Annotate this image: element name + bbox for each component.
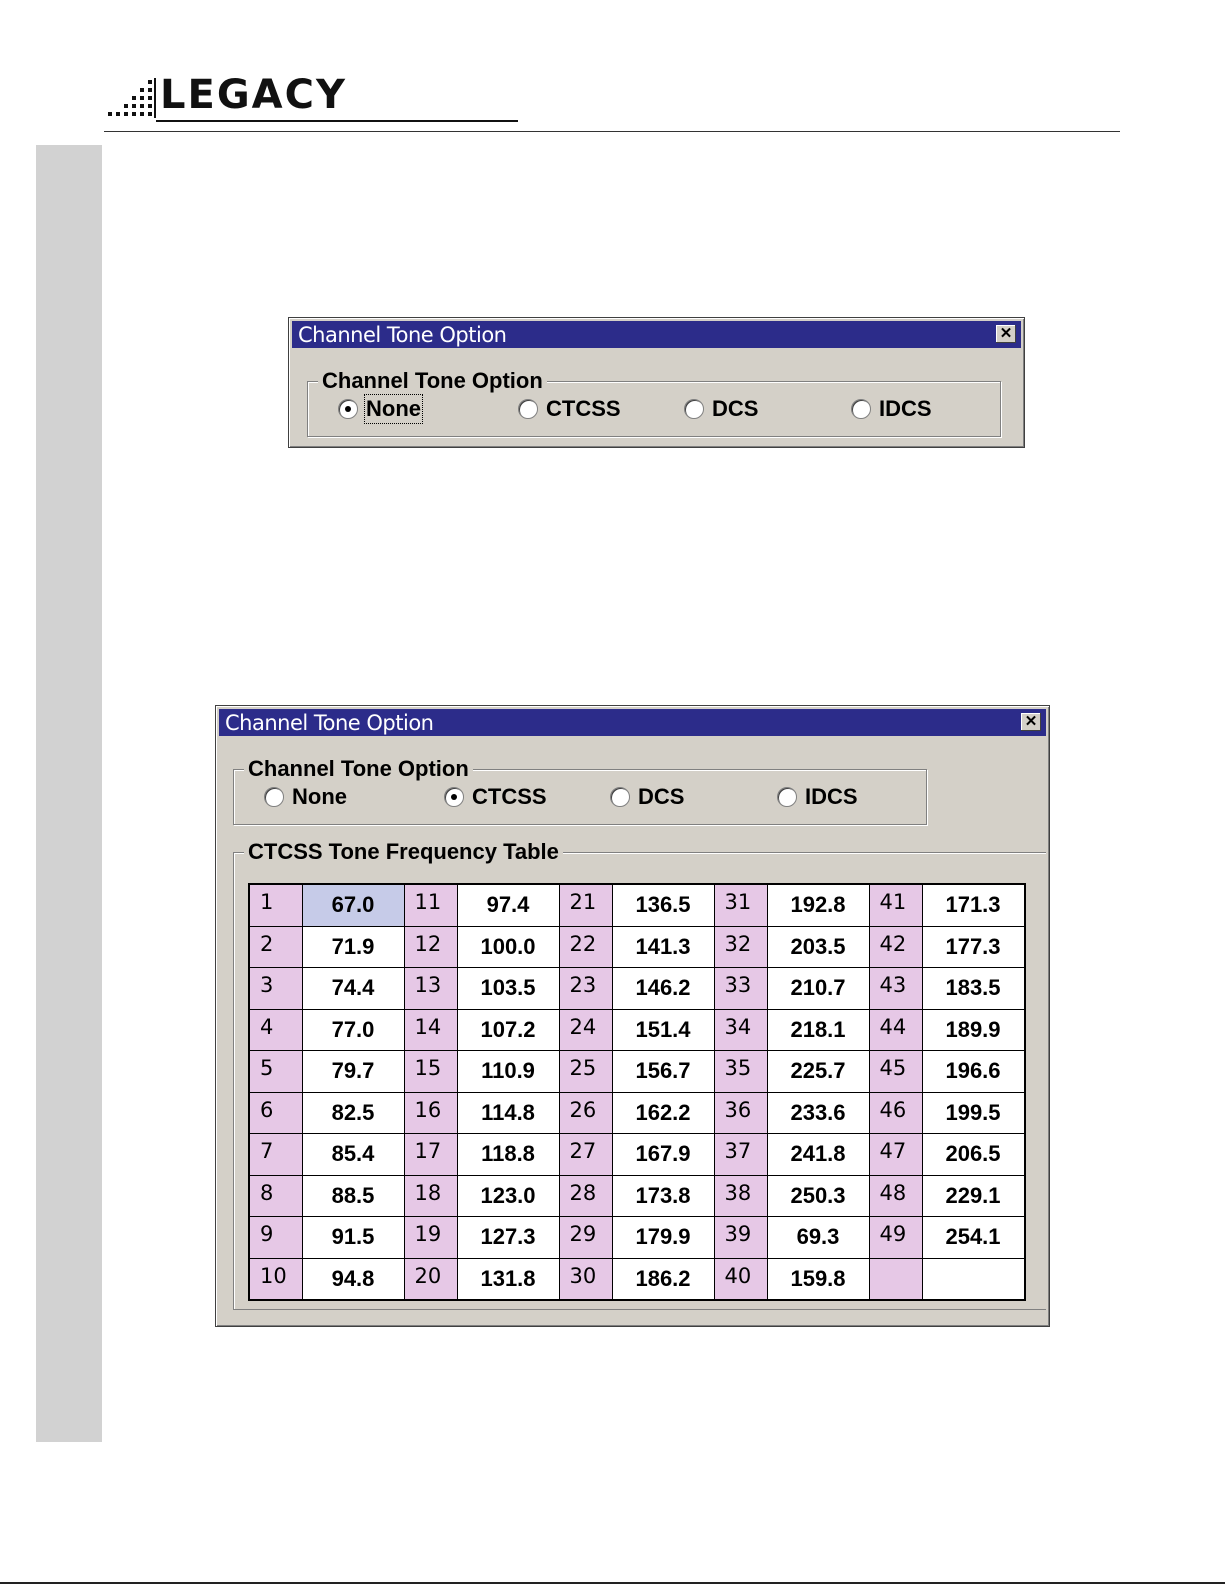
tone-index-cell: 41 bbox=[869, 884, 922, 926]
tone-index-cell: 39 bbox=[714, 1217, 767, 1259]
tone-frequency-cell[interactable]: 206.5 bbox=[922, 1134, 1025, 1176]
tone-index-cell: 36 bbox=[714, 1092, 767, 1134]
tone-index-cell: 40 bbox=[714, 1258, 767, 1300]
radio-label: CTCSS bbox=[546, 396, 621, 421]
tone-index-cell: 33 bbox=[714, 968, 767, 1010]
tone-index-cell: 3 bbox=[249, 968, 302, 1010]
tone-frequency-cell[interactable]: 88.5 bbox=[302, 1175, 404, 1217]
tone-frequency-cell[interactable]: 77.0 bbox=[302, 1009, 404, 1051]
tone-frequency-cell[interactable]: 156.7 bbox=[612, 1051, 714, 1093]
tone-frequency-cell[interactable]: 118.8 bbox=[457, 1134, 559, 1176]
tone-frequency-cell[interactable]: 177.3 bbox=[922, 926, 1025, 968]
tone-index-cell: 27 bbox=[559, 1134, 612, 1176]
tone-frequency-cell[interactable]: 127.3 bbox=[457, 1217, 559, 1259]
tone-frequency-cell[interactable]: 79.7 bbox=[302, 1051, 404, 1093]
tone-index-cell: 7 bbox=[249, 1134, 302, 1176]
group-label: CTCSS Tone Frequency Table bbox=[244, 839, 563, 865]
tone-index-cell: 30 bbox=[559, 1258, 612, 1300]
table-row bbox=[249, 1175, 1025, 1217]
radio-checked-icon[interactable] bbox=[444, 787, 464, 807]
tone-index-cell: 6 bbox=[249, 1092, 302, 1134]
tone-index-cell: 13 bbox=[404, 968, 457, 1010]
tone-frequency-cell[interactable]: 82.5 bbox=[302, 1092, 404, 1134]
table-row bbox=[249, 884, 1025, 926]
tone-index-cell: 20 bbox=[404, 1258, 457, 1300]
tone-index-cell: 24 bbox=[559, 1009, 612, 1051]
table-row bbox=[249, 1217, 1025, 1259]
tone-frequency-cell[interactable]: 171.3 bbox=[922, 884, 1025, 926]
tone-index-cell bbox=[869, 1258, 922, 1300]
tone-index-cell: 37 bbox=[714, 1134, 767, 1176]
tone-index-cell: 34 bbox=[714, 1009, 767, 1051]
tone-frequency-cell[interactable]: 241.8 bbox=[767, 1134, 869, 1176]
tone-index-cell: 32 bbox=[714, 926, 767, 968]
tone-index-cell: 25 bbox=[559, 1051, 612, 1093]
tone-index-cell: 45 bbox=[869, 1051, 922, 1093]
radio-label: None bbox=[366, 396, 421, 421]
footer-divider bbox=[0, 1582, 1225, 1584]
radio-label: IDCS bbox=[879, 396, 932, 421]
radio-unchecked-icon[interactable] bbox=[264, 787, 284, 807]
tone-frequency-cell[interactable]: 141.3 bbox=[612, 926, 714, 968]
radio-unchecked-icon[interactable] bbox=[851, 399, 871, 419]
table-row bbox=[249, 1051, 1025, 1093]
dialog-title: Channel Tone Option bbox=[298, 323, 507, 347]
dialog-titlebar[interactable] bbox=[219, 709, 1046, 736]
tone-frequency-cell[interactable]: 107.2 bbox=[457, 1009, 559, 1051]
tone-frequency-cell[interactable]: 199.5 bbox=[922, 1092, 1025, 1134]
tone-index-cell: 31 bbox=[714, 884, 767, 926]
radio-label: None bbox=[292, 784, 347, 809]
tone-frequency-cell[interactable]: 196.6 bbox=[922, 1051, 1025, 1093]
tone-frequency-cell[interactable]: 94.8 bbox=[302, 1258, 404, 1300]
dialog-titlebar[interactable] bbox=[292, 321, 1021, 348]
tone-frequency-cell[interactable]: 103.5 bbox=[457, 968, 559, 1010]
table-row bbox=[249, 968, 1025, 1010]
tone-frequency-cell[interactable]: 85.4 bbox=[302, 1134, 404, 1176]
tone-index-cell: 21 bbox=[559, 884, 612, 926]
tone-frequency-cell[interactable]: 159.8 bbox=[767, 1258, 869, 1300]
radio-unchecked-icon[interactable] bbox=[684, 399, 704, 419]
tone-index-cell: 10 bbox=[249, 1258, 302, 1300]
tone-index-cell: 11 bbox=[404, 884, 457, 926]
legacy-logo bbox=[104, 74, 434, 124]
tone-index-cell: 48 bbox=[869, 1175, 922, 1217]
close-icon: ✕ bbox=[1024, 713, 1038, 730]
tone-frequency-cell[interactable]: 233.6 bbox=[767, 1092, 869, 1134]
tone-index-cell: 47 bbox=[869, 1134, 922, 1176]
tone-frequency-cell[interactable]: 179.9 bbox=[612, 1217, 714, 1259]
channel-tone-dialog-ctcss bbox=[215, 705, 1050, 1327]
tone-frequency-cell[interactable]: 167.9 bbox=[612, 1134, 714, 1176]
tone-frequency-cell[interactable]: 186.2 bbox=[612, 1258, 714, 1300]
radio-idcs[interactable] bbox=[777, 784, 858, 810]
tone-option-group bbox=[307, 368, 1001, 437]
tone-frequency-cell[interactable]: 183.5 bbox=[922, 968, 1025, 1010]
tone-frequency-cell[interactable]: 114.8 bbox=[457, 1092, 559, 1134]
table-row bbox=[249, 1009, 1025, 1051]
tone-index-cell: 19 bbox=[404, 1217, 457, 1259]
tone-frequency-cell[interactable]: 67.0 bbox=[302, 884, 404, 926]
tone-frequency-cell[interactable] bbox=[922, 1258, 1025, 1300]
radio-dcs[interactable] bbox=[684, 396, 758, 422]
tone-frequency-cell[interactable]: 91.5 bbox=[302, 1217, 404, 1259]
table-row bbox=[249, 1134, 1025, 1176]
tone-frequency-cell[interactable]: 218.1 bbox=[767, 1009, 869, 1051]
radio-unchecked-icon[interactable] bbox=[610, 787, 630, 807]
tone-index-cell: 2 bbox=[249, 926, 302, 968]
tone-frequency-cell[interactable]: 254.1 bbox=[922, 1217, 1025, 1259]
tone-index-cell: 42 bbox=[869, 926, 922, 968]
logo-text: LEGACY bbox=[160, 72, 347, 118]
tone-index-cell: 17 bbox=[404, 1134, 457, 1176]
tone-index-cell: 35 bbox=[714, 1051, 767, 1093]
tone-frequency-cell[interactable]: 203.5 bbox=[767, 926, 869, 968]
tone-index-cell: 23 bbox=[559, 968, 612, 1010]
tone-frequency-cell[interactable]: 110.9 bbox=[457, 1051, 559, 1093]
tone-frequency-cell[interactable]: 71.9 bbox=[302, 926, 404, 968]
group-label: Channel Tone Option bbox=[318, 368, 547, 394]
tone-index-cell: 15 bbox=[404, 1051, 457, 1093]
channel-tone-dialog-none bbox=[288, 317, 1025, 448]
dialog-title: Channel Tone Option bbox=[225, 711, 434, 735]
close-icon: ✕ bbox=[999, 325, 1013, 342]
tone-frequency-cell[interactable]: 146.2 bbox=[612, 968, 714, 1010]
tone-frequency-cell[interactable]: 74.4 bbox=[302, 968, 404, 1010]
tone-index-cell: 26 bbox=[559, 1092, 612, 1134]
tone-index-cell: 5 bbox=[249, 1051, 302, 1093]
radio-checked-icon[interactable] bbox=[338, 399, 358, 419]
tone-frequency-cell[interactable]: 136.5 bbox=[612, 884, 714, 926]
tone-index-cell: 28 bbox=[559, 1175, 612, 1217]
radio-label: IDCS bbox=[805, 784, 858, 809]
header-divider bbox=[104, 131, 1120, 132]
tone-index-cell: 49 bbox=[869, 1217, 922, 1259]
close-button[interactable] bbox=[996, 325, 1016, 343]
tone-index-cell: 44 bbox=[869, 1009, 922, 1051]
tone-index-cell: 18 bbox=[404, 1175, 457, 1217]
side-strip bbox=[36, 145, 102, 1442]
tone-index-cell: 46 bbox=[869, 1092, 922, 1134]
tone-frequency-cell[interactable]: 229.1 bbox=[922, 1175, 1025, 1217]
tone-frequency-cell[interactable]: 162.2 bbox=[612, 1092, 714, 1134]
tone-index-cell: 22 bbox=[559, 926, 612, 968]
logo-underline bbox=[156, 120, 518, 122]
logo-bar bbox=[154, 78, 156, 118]
tone-index-cell: 12 bbox=[404, 926, 457, 968]
tone-index-cell: 16 bbox=[404, 1092, 457, 1134]
tone-frequency-cell[interactable]: 210.7 bbox=[767, 968, 869, 1010]
radio-unchecked-icon[interactable] bbox=[777, 787, 797, 807]
radio-label: CTCSS bbox=[472, 784, 547, 809]
tone-frequency-cell[interactable]: 123.0 bbox=[457, 1175, 559, 1217]
tone-index-cell: 9 bbox=[249, 1217, 302, 1259]
tone-frequency-cell[interactable]: 192.8 bbox=[767, 884, 869, 926]
tone-index-cell: 14 bbox=[404, 1009, 457, 1051]
tone-frequency-cell[interactable]: 189.9 bbox=[922, 1009, 1025, 1051]
ctcss-table-group bbox=[233, 839, 1046, 1310]
tone-index-cell: 1 bbox=[249, 884, 302, 926]
table-row bbox=[249, 1258, 1025, 1300]
radio-idcs[interactable] bbox=[851, 396, 932, 422]
group-label: Channel Tone Option bbox=[244, 756, 473, 782]
tone-frequency-cell[interactable]: 97.4 bbox=[457, 884, 559, 926]
radio-ctcss[interactable] bbox=[518, 396, 621, 422]
tone-frequency-cell[interactable]: 131.8 bbox=[457, 1258, 559, 1300]
radio-label: DCS bbox=[638, 784, 685, 809]
table-row bbox=[249, 926, 1025, 968]
ctcss-frequency-table bbox=[248, 883, 1026, 1301]
tone-index-cell: 8 bbox=[249, 1175, 302, 1217]
tone-frequency-cell[interactable]: 151.4 bbox=[612, 1009, 714, 1051]
tone-frequency-cell[interactable]: 173.8 bbox=[612, 1175, 714, 1217]
radio-ctcss[interactable] bbox=[444, 784, 547, 810]
table-row bbox=[249, 1092, 1025, 1134]
tone-index-cell: 43 bbox=[869, 968, 922, 1010]
radio-none[interactable] bbox=[264, 784, 347, 810]
tone-frequency-cell[interactable]: 69.3 bbox=[767, 1217, 869, 1259]
tone-index-cell: 38 bbox=[714, 1175, 767, 1217]
tone-frequency-cell[interactable]: 225.7 bbox=[767, 1051, 869, 1093]
tone-frequency-cell[interactable]: 250.3 bbox=[767, 1175, 869, 1217]
radio-label: DCS bbox=[712, 396, 759, 421]
tone-option-group bbox=[233, 756, 927, 825]
logo-dots-icon bbox=[104, 74, 152, 120]
radio-dcs[interactable] bbox=[610, 784, 684, 810]
radio-unchecked-icon[interactable] bbox=[518, 399, 538, 419]
tone-index-cell: 29 bbox=[559, 1217, 612, 1259]
tone-frequency-cell[interactable]: 100.0 bbox=[457, 926, 559, 968]
tone-index-cell: 4 bbox=[249, 1009, 302, 1051]
close-button[interactable] bbox=[1021, 713, 1041, 731]
radio-none[interactable] bbox=[338, 396, 421, 422]
